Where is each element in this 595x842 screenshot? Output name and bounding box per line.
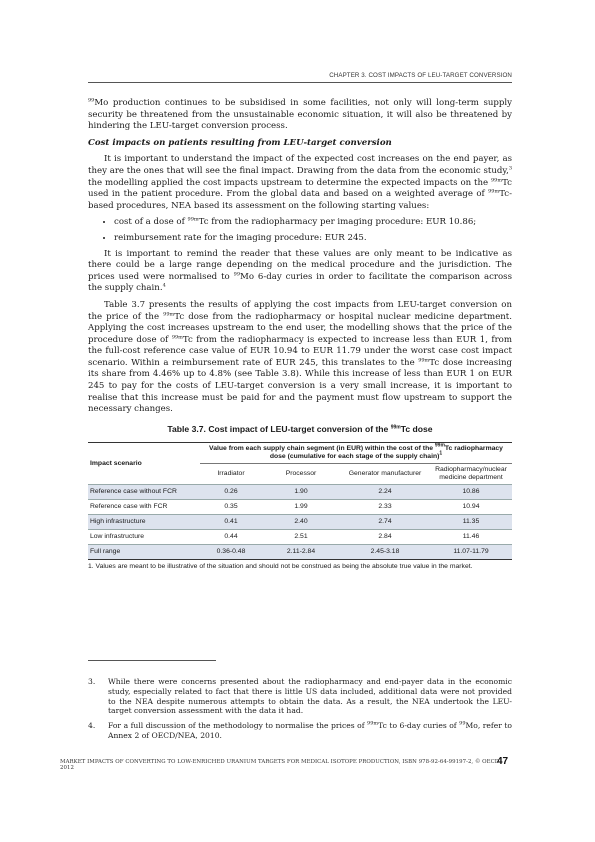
text-run: Mo, refer to Annex 2 of OECD/NEA, 2010. (108, 721, 512, 740)
row-label: Full range (88, 545, 200, 560)
text-run: Tc used in the patient procedure. From the global data and based on a weighted average of (88, 177, 512, 200)
main-text (88, 98, 512, 572)
text-run: cost of a dose of (114, 217, 188, 228)
header-text: Value from each supply chain segment (in EUR) within the cost of the (209, 445, 435, 453)
footnote-number: 4. (88, 721, 96, 731)
table-note: 1. Values are meant to be illustrative of the situation and should not be construed as being the absolute true value in the market. (88, 563, 473, 571)
table-cell: 2.24 (340, 485, 430, 500)
table-cell: 0.35 (200, 500, 262, 515)
scenario-column-header: Impact scenario (88, 443, 200, 485)
row-label: High infrastructure (88, 515, 200, 530)
isotope-superscript: 99m (367, 720, 379, 727)
table-cell: 2.40 (262, 515, 340, 530)
table-cell: 0.26 (200, 485, 262, 500)
footnote-ref-4[interactable]: 4 (162, 282, 166, 289)
column-header-generator: Generator manufacturer (340, 464, 430, 485)
header-text: Tc radiopharmacy dose (cumulative for each stage of the supply chain) (269, 445, 503, 461)
table-cell: 10.86 (430, 485, 512, 500)
table-caption (88, 424, 512, 436)
cost-impact-table (88, 442, 512, 560)
header-rule (88, 82, 512, 83)
column-header-radiopharmacy: Radiopharmacy/nuclear medicine department (430, 464, 512, 485)
table-note-ref: 1 (439, 451, 443, 458)
text-run: Tc from the radiopharmacy is expected to increase less than EUR 1, from the full-cost reference case value of EUR 10.94 to EUR 11.79 under the worst case cost impact scenario. Within a reimbursement rate of EUR 245, this translates to the (88, 334, 512, 368)
table-row (88, 545, 512, 560)
footnote-ref-3[interactable]: 3 (508, 165, 512, 172)
text-run: For a full discussion of the methodology to normalise the prices of (108, 721, 368, 731)
footnote-number: 3. (88, 677, 96, 686)
text-run: Table 3.7 presents the results of applying the cost impacts from LEU-target conversion on the price of the (88, 299, 512, 322)
running-header: CHAPTER 3. COST IMPACTS OF LEU-TARGET CONVERSION (329, 72, 512, 79)
table-cell: 1.99 (262, 500, 340, 515)
footnote-text: While there were concerns presented about the radiopharmacy and end-payer data in the economic study, especially related to fact that there is little US data included, additional data were not provided to the NEA despite numerous attempts to obtain the data. As a result, the NEA undertook the LEU-target conversion assessment with the data it had. (108, 677, 512, 716)
table-cell: 2.51 (262, 530, 340, 545)
reminder-paragraph (88, 249, 512, 295)
table-cell: 1.90 (262, 485, 340, 500)
text-run: Tc dose increasing its share from 4.46% up to 4.8% (see Table 3.8). While this increase of less than EUR 1 on EUR 245 to pay for the costs of LEU-target conversion is a very small increase, it is important to realise that this increase must be paid for and the payment must flow upstream to support the necessary changes. (88, 357, 512, 415)
isotope-superscript: 99m (434, 442, 445, 449)
table-cell: 11.35 (430, 515, 512, 530)
text-run: Tc to 6-day curies of (378, 721, 460, 731)
list-item-dose-cost (114, 217, 512, 229)
table-cell: 0.41 (200, 515, 262, 530)
table-row (88, 485, 512, 500)
caption-text: Table 3.7. Cost impact of LEU-target conversion of the (167, 423, 391, 434)
text-run: It is important to remind the reader that these values are only meant to be indicative as there could be a large range depending on the medical procedure and the jurisdiction. The prices used were normalised to (88, 248, 512, 282)
section-subheading: Cost impacts on patients resulting from LEU-target conversion (88, 137, 392, 148)
row-label: Reference case with FCR (88, 500, 200, 515)
isotope-superscript: 99m (491, 177, 503, 184)
group-column-header (200, 443, 512, 464)
text-run: It is important to understand the impact of the expected cost increases on the end payer, as they are the ones that will see the final impact. Drawing from the data from the economic study, (88, 154, 512, 176)
table-cell: 10.94 (430, 500, 512, 515)
text-run: Mo 6-day curies in order to facilitate the comparison across the supply chain. (88, 271, 513, 294)
isotope-superscript: 99 (88, 97, 95, 104)
footnote-3 (88, 677, 512, 716)
footnotes (88, 677, 512, 746)
table-cell: 11.46 (430, 530, 512, 545)
running-footer: MARKET IMPACTS OF CONVERTING TO LOW-ENRICHED URANIUM TARGETS FOR MEDICAL ISOTOPE PRODUCTION, ISBN 978-92-64-99197-2, © OECD 2012 (60, 759, 500, 771)
row-label: Reference case without FCR (88, 485, 200, 500)
row-label: Low infrastructure (88, 530, 200, 545)
starting-values-list (88, 217, 512, 244)
column-header-irradiator: Irradiator (200, 464, 262, 485)
table-row (88, 530, 512, 545)
text-run: the modelling applied the cost impacts upstream to determine the expected impacts on the (88, 177, 491, 188)
isotope-superscript: 99 (459, 720, 466, 727)
table-cell: 2.33 (340, 500, 430, 515)
page-number: 47 (497, 756, 509, 767)
text-run: Tc-based procedures, NEA based its assessment on the following starting values: (88, 189, 512, 211)
isotope-superscript: 99m (187, 216, 199, 223)
footnote-4 (88, 721, 512, 741)
table-discussion-paragraph (88, 300, 512, 416)
intro-text: Mo production continues to be subsidised in some facilities, not only will long-term supply security be threatened from the unsustainable economic situation, it will also be threatened by hindering the LEU-target conversion process. (88, 98, 512, 132)
isotope-superscript: 99m (171, 334, 183, 341)
table-cell: 0.36-0.48 (200, 545, 262, 560)
caption-text: Tc dose (400, 423, 433, 434)
table-row (88, 515, 512, 530)
isotope-superscript: 99m (390, 424, 401, 431)
table-cell: 2.11-2.84 (262, 545, 340, 560)
table-cell: 11.07-11.79 (430, 545, 512, 560)
text-run: Tc dose from the radiopharmacy or hospital nuclear medicine department. Applying the cost increases upstream to the end user, the modelling shows that the price of the procedure dose of (88, 311, 512, 345)
isotope-superscript: 99m (163, 311, 175, 318)
isotope-superscript: 99 (233, 271, 241, 278)
column-header-processor: Processor (262, 464, 340, 485)
isotope-superscript: 99m (488, 188, 500, 195)
text-run: Tc from the radiopharmacy per imaging procedure: EUR 10.86; (198, 217, 477, 228)
table-cell: 2.84 (340, 530, 430, 545)
cost-impact-paragraph (88, 154, 512, 212)
table-cell: 2.74 (340, 515, 430, 530)
table-cell: 2.45-3.18 (340, 545, 430, 560)
list-item-reimbursement: • reimbursement rate for the imaging procedure: EUR 245. (114, 233, 512, 245)
table-row (88, 500, 512, 515)
intro-paragraph (88, 98, 512, 133)
footnote-rule (88, 660, 216, 661)
isotope-superscript: 99m (418, 357, 430, 364)
table-cell: 0.44 (200, 530, 262, 545)
footnote-text (108, 721, 512, 741)
